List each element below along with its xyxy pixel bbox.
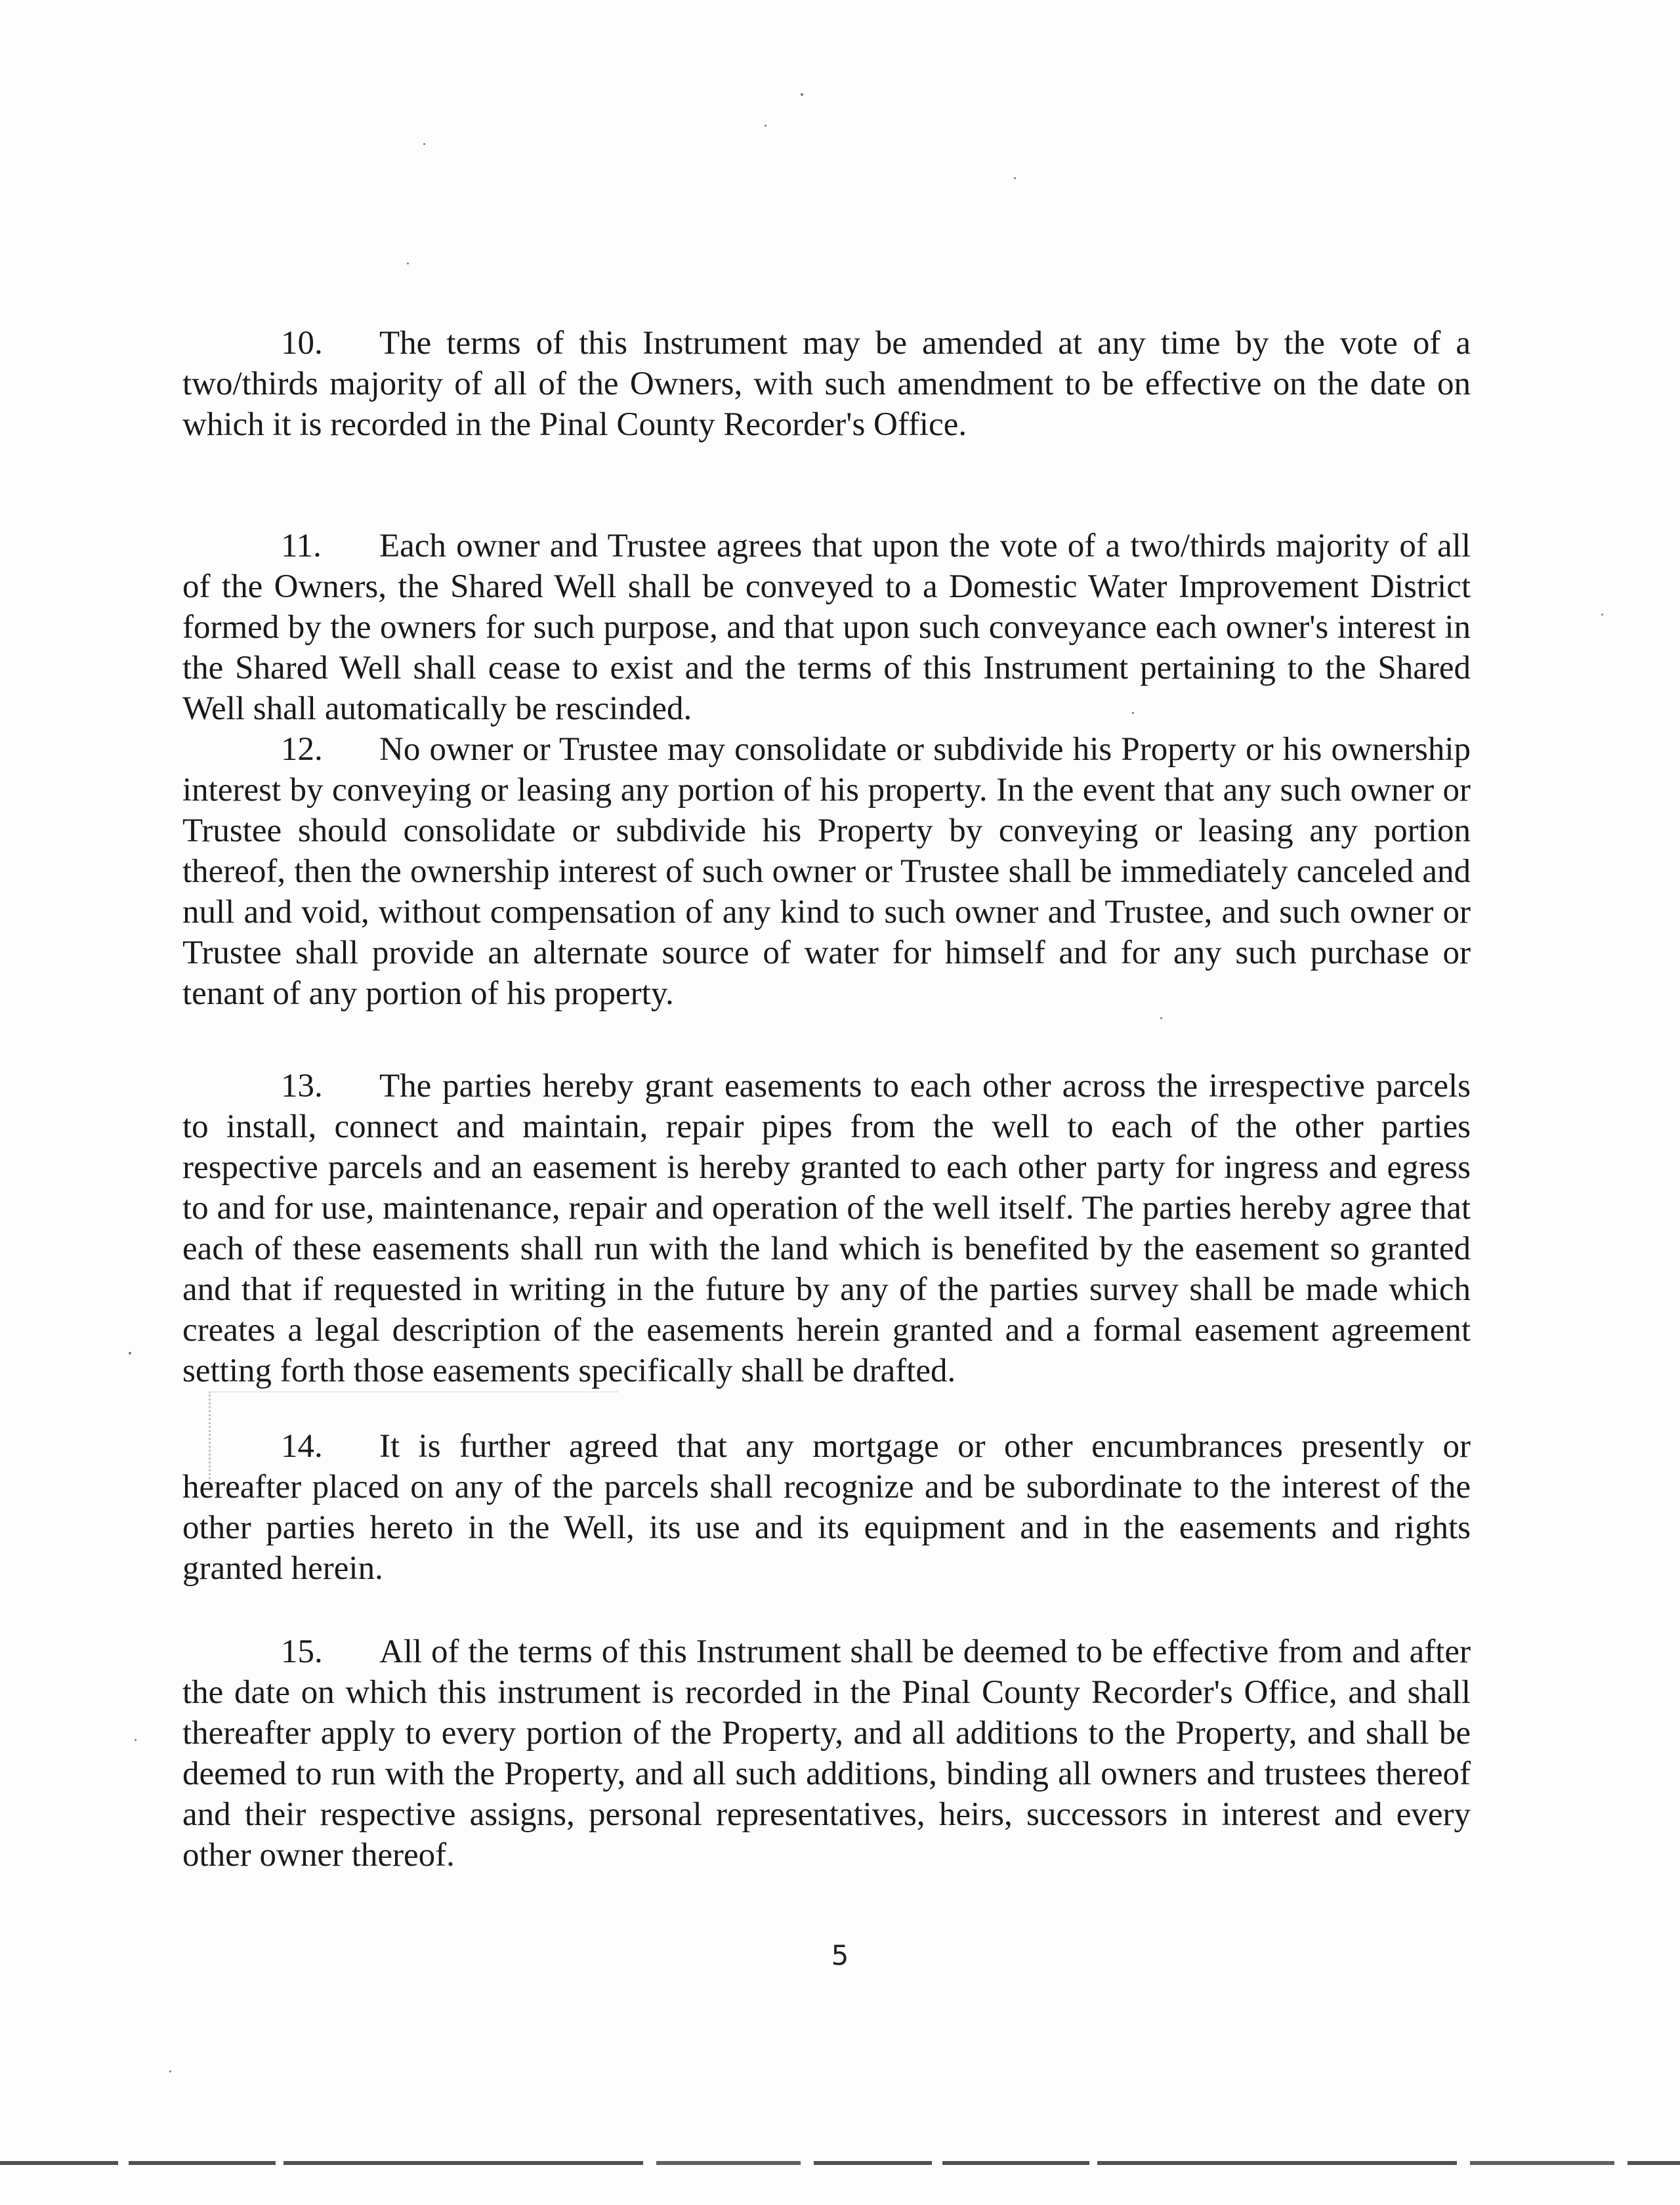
paragraph-text: No owner or Trustee may consolidate or subdivide his Property or his ownership interest by conveying or leasing any portion of his property. In the event that any such owner or Trustee should consolidate or subdivide his Property by conveying or leasing any portion thereof, then the ownership interest of such owner or Trustee shall be immediately canceled and null and void, without compensation of any kind to such owner and Trustee, and such owner or Trustee shall provide an alternate source of water for himself and for any such purchase or tenant of any portion of his property. [182, 731, 1471, 1012]
scan-speck [129, 1352, 131, 1354]
paragraph-12 [182, 729, 1471, 1014]
scan-speck [801, 93, 803, 96]
page-number: 5 [831, 1939, 849, 1971]
scan-speck [1014, 177, 1016, 179]
paragraph-number: 14. [281, 1428, 323, 1465]
scan-speck [765, 125, 766, 127]
paragraph-number: 15. [281, 1633, 323, 1670]
paragraph-number: 11. [281, 528, 322, 564]
paragraph-number: 13. [281, 1068, 323, 1104]
paragraph-text: All of the terms of this Instrument shall be deemed to be effective from and after the date on which this instrument is recorded in the Pinal County Recorder's Office, and shall thereafter apply to every portion of the Property, and all additions to the Property, and shall be deemed to run with the Property, and all such additions, binding all owners and trustees thereof and their respective assigns, personal representatives, heirs, successors in interest and every other owner thereof. [182, 1633, 1471, 1874]
scan-edge-line [0, 2161, 1680, 2165]
scan-speck [1601, 614, 1603, 616]
paragraph-number: 12. [281, 731, 323, 768]
paragraph-11 [182, 526, 1471, 729]
scan-speck [423, 143, 425, 145]
paragraph-10 [182, 323, 1471, 445]
scan-speck [169, 2070, 171, 2072]
paragraph-13 [182, 1066, 1471, 1391]
paragraph-14 [182, 1426, 1471, 1589]
paragraph-number: 10. [281, 325, 323, 362]
paragraph-text: It is further agreed that any mortgage or other encumbrances presently or hereafter placed on any of the parcels shall recognize and be subordinate to the interest of the other parties hereto in the Well, its use and its equipment and in the easements and rights granted herein. [182, 1428, 1471, 1587]
paragraph-text: The parties hereby grant easements to each other across the irrespective parcels to install, connect and maintain, repair pipes from the well to each of the other parties respective parcels and an easement is hereby granted to each other party for ingress and egress to and for use, maintenance, repair and operation of the well itself. The parties hereby agree that each of these easements shall run with the land which is benefited by the easement so granted and that if requested in writing in the future by any of the parties survey shall be made which creates a legal description of the easements herein granted and a formal easement agreement setting forth those easements specifically shall be drafted. [182, 1068, 1471, 1389]
paragraph-text: The terms of this Instrument may be amended at any time by the vote of a two/thirds majority of all of the Owners, with such amendment to be effective on the date on which it is recorded in the Pinal County Recorder's Office. [182, 325, 1471, 443]
scan-speck [135, 1739, 136, 1741]
scan-speck [1160, 1017, 1162, 1019]
scan-speck [407, 262, 409, 264]
paragraph-15 [182, 1631, 1471, 1876]
paragraph-text: Each owner and Trustee agrees that upon the vote of a two/thirds majority of all of the Owners, the Shared Well shall be conveyed to a Domestic Water Improvement District formed by the owners for such purpose, and that upon such conveyance each owner's interest in the Shared Well shall cease to exist and the terms of this Instrument pertaining to the Shared Well shall automatically be rescinded. [182, 528, 1471, 727]
